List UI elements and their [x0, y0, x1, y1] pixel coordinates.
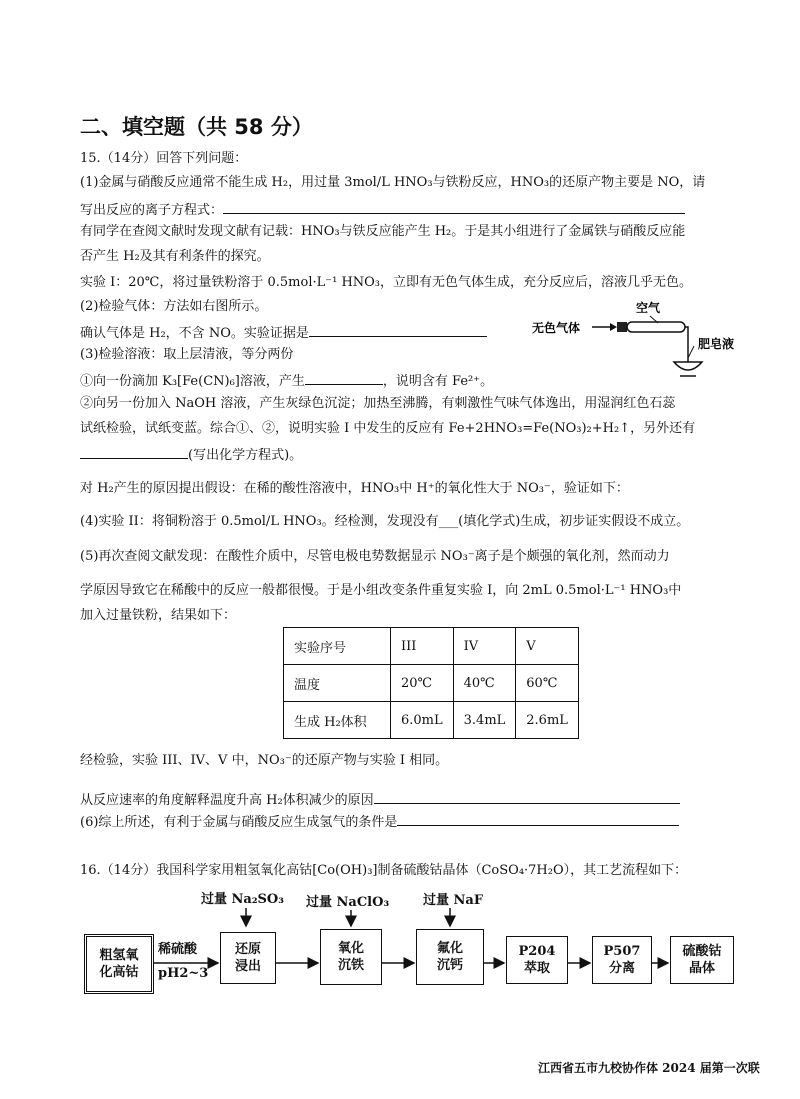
reagent-label: 过量 Na₂SO₃: [201, 892, 284, 907]
table-cell: 2.6mL: [516, 702, 579, 739]
flow-box-text: [338, 940, 364, 974]
q15-header: 15.（14分）回答下列问题：: [80, 151, 248, 166]
q15-p2-line1: 有同学在查阅文献时发现文献有记载：HNO₃与铁反应能产生 H₂。于是其小组进行了金属铁与硝酸反应能: [80, 224, 686, 239]
flow-box-line: 晶体: [688, 961, 715, 976]
flow-box-line: 浸出: [234, 959, 261, 974]
q15-p6-line2: 试纸检验，试纸变蓝。综合①、②，说明实验 I 中发生的反应有 Fe+2HNO₃=Fe(NO₃)₂+H₂↑，另外还有: [80, 421, 696, 436]
flow-box-text: [682, 943, 721, 977]
flow-box-line: 粗氢氧: [99, 948, 139, 963]
flow-box-line: 沉铁: [337, 958, 364, 973]
flow-box-line: 氟化: [436, 941, 463, 956]
q15-p1-line1: (1)金属与硝酸反应通常不能生成 H₂，用过量 3mol/L HNO₃与铁粉反应，HNO₃的还原产物主要是 NO，请: [80, 175, 706, 190]
delivery-tube: [685, 327, 688, 362]
table-cell: 6.0mL: [391, 702, 454, 739]
results-table: [283, 627, 579, 739]
section-title: 二、填空题（共 58 分）: [80, 115, 313, 139]
flow-box-line: 化高钴: [99, 965, 139, 980]
answer-blank-5[interactable]: [374, 789, 680, 804]
flow-box-step: [506, 936, 568, 984]
flow-box-step: [416, 929, 484, 985]
q15-p9-line1: (5)再次查阅文献发现：在酸性介质中，尽管电极电势数据显示 NO₃⁻离子是个颇强的氧化剂，然而动力: [80, 549, 670, 564]
q15-p4: (3)检验溶液：取上层清液，等分两份: [80, 347, 294, 362]
q15-p8: (4)实验 II：将铜粉溶于 0.5mol/L HNO₃。经检测，发现没有___(填化学式)生成，初步证实假设不成立。: [80, 514, 690, 529]
table-header-row: [284, 628, 579, 665]
table-cell: 生成 H₂体积: [284, 702, 391, 739]
q15-p3-line1: (2)检验气体：方法如右图所示。: [80, 299, 268, 314]
evaporating-dish: [674, 362, 702, 370]
ph-label: pH2~3: [158, 966, 209, 981]
flow-box-step: [670, 936, 734, 984]
gas-label: 无色气体: [532, 321, 581, 335]
page-footer: 江西省五市九校协作体 2024 届第一次联: [538, 1061, 760, 1075]
flow-box-text: [604, 943, 641, 977]
q15-p6-text-c: (写出化学方程式)。: [188, 448, 303, 463]
flow-box-line: 分离: [608, 961, 635, 976]
answer-blank-2[interactable]: [309, 322, 487, 337]
flow-box-raw-material: [84, 934, 154, 994]
flow-box-text: [235, 941, 261, 975]
table-cell: V: [516, 628, 579, 665]
table-row: [284, 702, 579, 739]
stopper: [617, 322, 627, 332]
gas-test-apparatus: [530, 296, 740, 386]
reagent-label: 过量 NaClO₃: [306, 895, 390, 910]
flow-box-raw-text: [99, 947, 138, 981]
q15-p12: [80, 811, 679, 832]
q16-header: 16.（14分）我国科学家用粗氢氧化高钴[Co(OH)₃]制备硫酸钴晶体（CoSO₄·7H₂O），其工艺流程如下：: [80, 863, 688, 878]
q15-p9-line2: 学原因导致它在稀酸中的反应一般都很慢。于是小组改变条件重复实验 I，向 2mL 0.5mol·L⁻¹ HNO₃中: [80, 583, 682, 598]
flow-box-line: 氧化: [337, 941, 364, 956]
q15-p5: [80, 370, 493, 391]
q15-p11-text: 从反应速率的角度解释温度升高 H₂体积减少的原因: [80, 793, 374, 808]
answer-blank-6[interactable]: [397, 811, 679, 826]
gas-arrow-head: [610, 323, 617, 331]
table-cell: 20℃: [391, 665, 454, 702]
answer-blank-4[interactable]: [80, 444, 188, 459]
glass-tube: [627, 322, 685, 332]
q15-p9-line3: 加入过量铁粉，结果如下：: [80, 608, 237, 623]
table-cell: 3.4mL: [453, 702, 516, 739]
flow-box-line: 沉钙: [436, 958, 463, 973]
soap-pointer: [688, 346, 694, 358]
flow-box-text: [437, 940, 463, 974]
table-cell: 60℃: [516, 665, 579, 702]
q15-p3-text: 确认气体是 H₂，不含 NO。实验证据是: [80, 326, 309, 341]
q15-p11: [80, 789, 680, 810]
q15-p6-line1: ②向另一份加入 NaOH 溶液，产生灰绿色沉淀；加热至沸腾，有刺激性气味气体逸出，用湿润红色石蕊: [80, 396, 676, 411]
q15-p1-text: 写出反应的离子方程式：: [80, 203, 224, 218]
flow-box-step: [320, 929, 382, 985]
q15-exp1: 实验 I：20℃，将过量铁粉溶于 0.5mol·L⁻¹ HNO₃，立即有无色气体生成，充分反应后，溶液几乎无色。: [80, 275, 693, 290]
q15-p6-line3: [80, 444, 302, 465]
flow-box-line: 硫酸钴: [682, 944, 722, 959]
table-cell: 温度: [284, 665, 391, 702]
table-cell: 实验序号: [284, 628, 391, 665]
flow-box-line: P507: [603, 944, 641, 959]
q15-p5-text-b: ，说明含有 Fe²⁺。: [382, 374, 494, 389]
acid-label: 稀硫酸: [158, 942, 198, 957]
q15-p1-line2: [80, 199, 685, 220]
answer-blank-3[interactable]: [305, 370, 383, 385]
reagent-label: 过量 NaF: [423, 893, 484, 908]
flow-box-line: 还原: [234, 942, 261, 957]
q15-p10: 经检验，实验 III、IV、V 中，NO₃⁻的还原产物与实验 I 相同。: [80, 753, 449, 768]
flow-box-line: P204: [518, 944, 556, 959]
q15-p12-text: (6)综上所述，有利于金属与硝酸反应生成氢气的条件是: [80, 815, 398, 830]
soap-label: 肥皂液: [698, 337, 735, 351]
q15-p3-line2: [80, 322, 487, 343]
flow-box-line: 萃取: [523, 961, 550, 976]
answer-blank-1[interactable]: [223, 199, 685, 214]
table-row: [284, 665, 579, 702]
table-cell: IV: [453, 628, 516, 665]
flow-box-step: [592, 936, 652, 984]
q15-p2-line2: 否产生 H₂及其有利条件的探究。: [80, 249, 270, 264]
q15-p5-text-a: ①向一份滴加 K₃[Fe(CN)₆]溶液，产生: [80, 374, 305, 389]
table-cell: 40℃: [453, 665, 516, 702]
q15-p7: 对 H₂产生的原因提出假设：在稀的酸性溶液中，HNO₃中 H⁺的氧化性大于 NO₃⁻，验证如下：: [80, 481, 629, 496]
air-label: 空气: [636, 301, 661, 315]
table-cell: III: [391, 628, 454, 665]
flow-box-step: [220, 932, 276, 984]
flow-box-text: [519, 943, 556, 977]
